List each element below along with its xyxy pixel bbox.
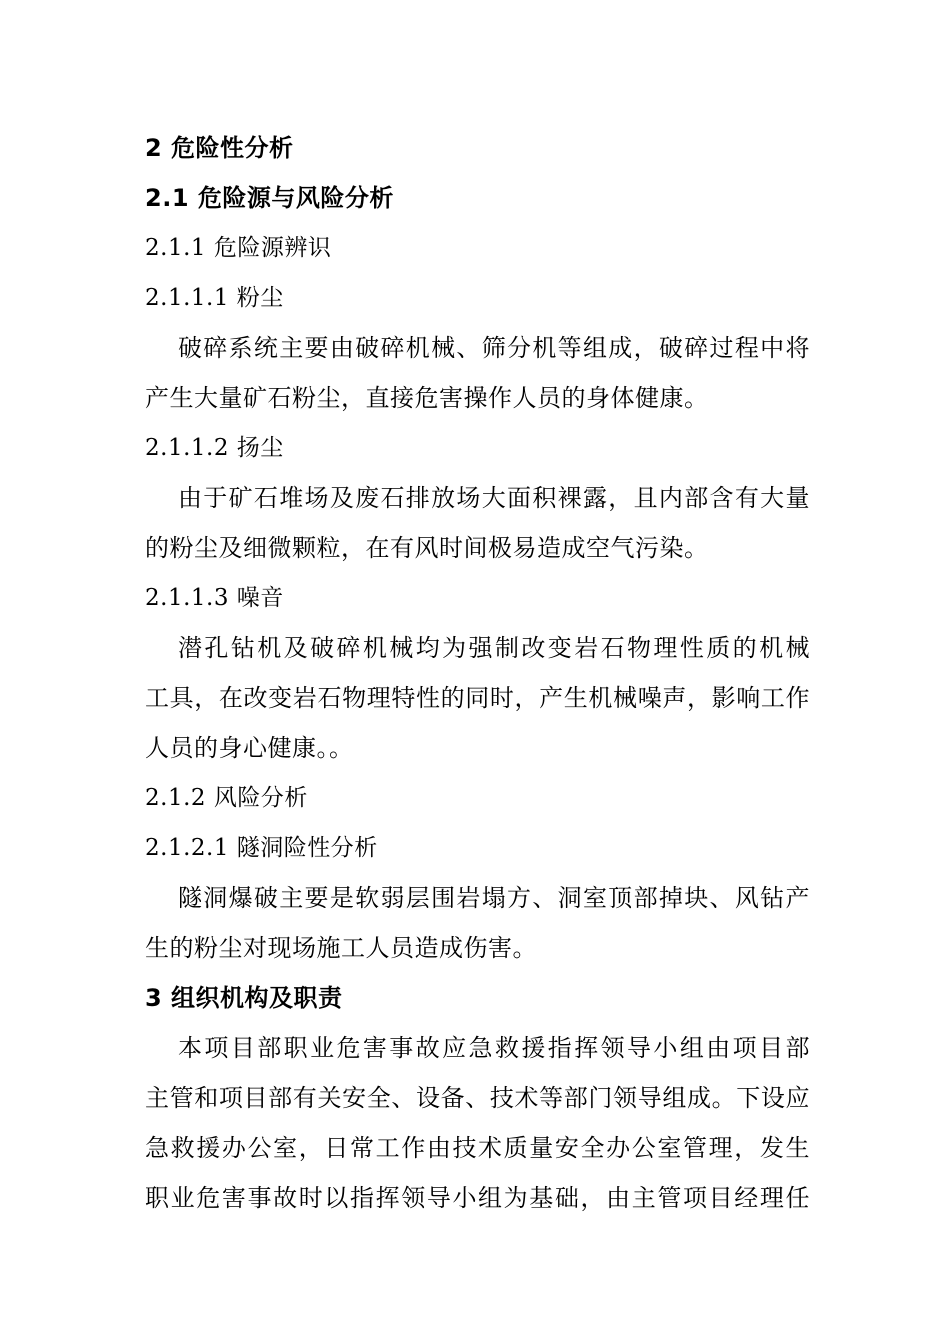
paragraph-dust-line-2: 产生大量矿石粉尘，直接危害操作人员的身体健康。 (145, 384, 709, 412)
paragraph-dust-line-1: 破碎系统主要由破碎机械、筛分机等组成，破碎过程中将 (178, 334, 810, 362)
section-heading-2-1-1: 2.1.1 危险源辨识 (145, 235, 332, 261)
section-heading-2-1-1-1: 2.1.1.1 粉尘 (145, 285, 284, 311)
section-heading-2-1-2-1: 2.1.2.1 隧洞险性分析 (145, 835, 378, 861)
section-heading-2-1: 2.1 危险源与风险分析 (145, 184, 394, 212)
paragraph-noise-line-3: 人员的身心健康。。 (145, 734, 354, 762)
paragraph-organization-line-1: 本项目部职业危害事故应急救援指挥领导小组由项目部 (178, 1034, 810, 1062)
section-heading-3: 3 组织机构及职责 (145, 984, 343, 1012)
paragraph-raised-dust-line-2: 的粉尘及细微颗粒，在有风时间极易造成空气污染。 (145, 534, 709, 562)
section-heading-2-1-1-2: 2.1.1.2 扬尘 (145, 435, 284, 461)
section-heading-2-1-2: 2.1.2 风险分析 (145, 785, 308, 811)
paragraph-organization-line-4: 职业危害事故时以指挥领导小组为基础，由主管项目经理任 (145, 1184, 810, 1212)
section-heading-2-1-1-3: 2.1.1.3 噪音 (145, 585, 284, 611)
section-heading-2: 2 危险性分析 (145, 134, 294, 162)
paragraph-noise-line-1: 潜孔钻机及破碎机械均为强制改变岩石物理性质的机械 (178, 634, 810, 662)
paragraph-tunnel-line-1: 隧洞爆破主要是软弱层围岩塌方、洞室顶部掉块、风钻产 (178, 884, 810, 912)
paragraph-organization-line-2: 主管和项目部有关安全、设备、技术等部门领导组成。下设应 (145, 1084, 810, 1112)
paragraph-tunnel-line-2: 生的粉尘对现场施工人员造成伤害。 (145, 934, 537, 962)
paragraph-raised-dust-line-1: 由于矿石堆场及废石排放场大面积裸露，且内部含有大量 (178, 484, 810, 512)
paragraph-noise-line-2: 工具，在改变岩石物理特性的同时，产生机械噪声，影响工作 (145, 684, 810, 712)
paragraph-organization-line-3: 急救援办公室，日常工作由技术质量安全办公室管理，发生 (145, 1134, 810, 1162)
